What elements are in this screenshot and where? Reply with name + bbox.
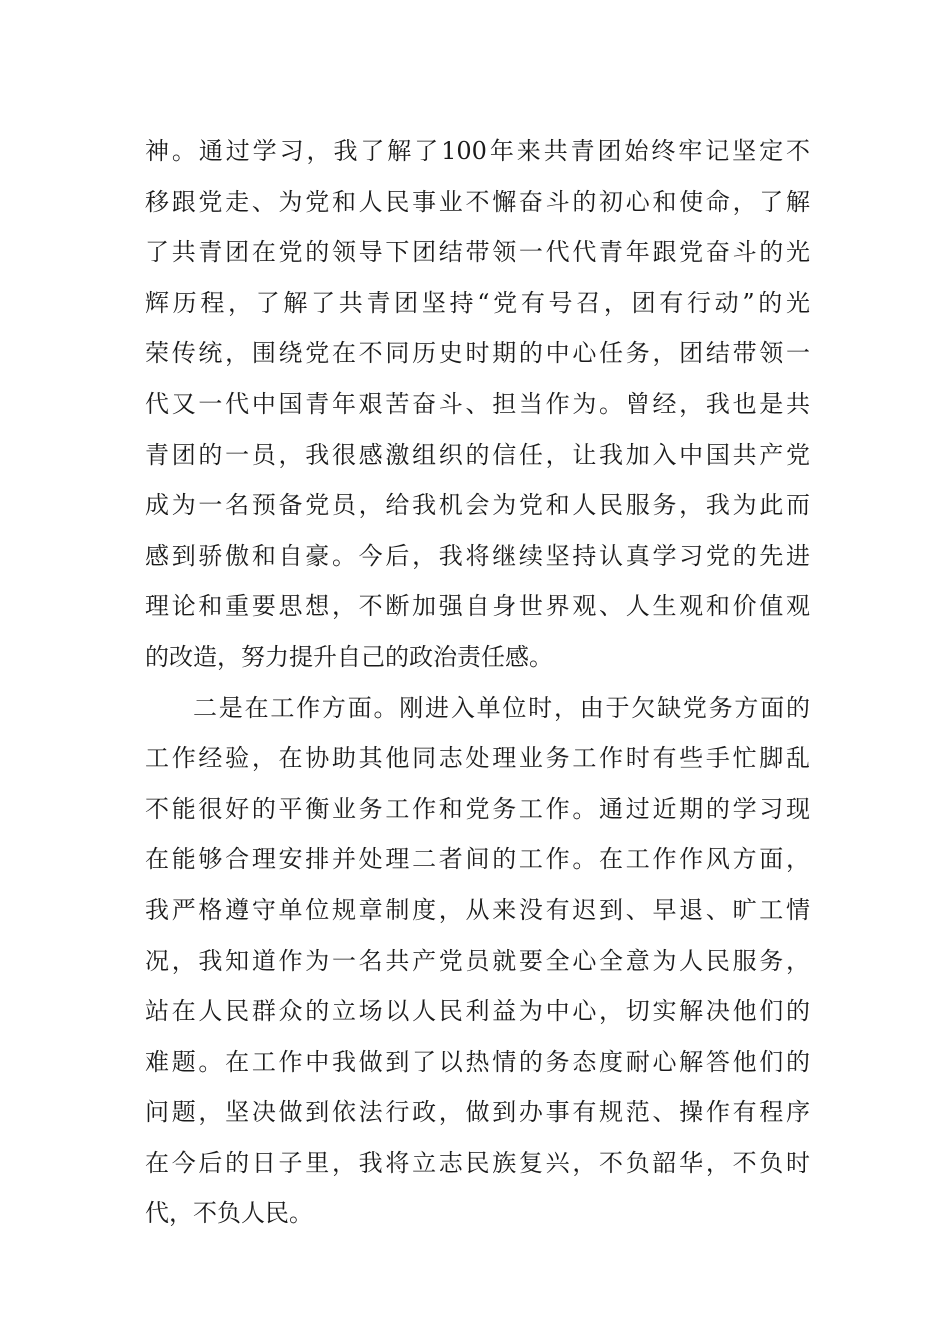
text-line: 移跟党走、为党和人民事业不懈奋斗的初心和使命，了解 <box>145 187 810 216</box>
text-line: 成为一名预备党员，给我机会为党和人民服务，我为此而 <box>145 491 810 520</box>
text-line: 感到骄傲和自豪。今后，我将继续坚持认真学习党的先进 <box>145 541 810 570</box>
text-line: 况，我知道作为一名共产党员就要全心全意为人民服务， <box>145 946 810 975</box>
text-line: 的改造，努力提升自己的政治责任感。 <box>145 642 553 671</box>
text-line: 代又一代中国青年艰苦奋斗、担当作为。曾经，我也是共 <box>145 389 810 418</box>
paragraph-2 <box>145 683 810 1240</box>
text-line: 不能很好的平衡业务工作和党务工作。通过近期的学习现 <box>145 794 810 823</box>
text-line: 荣传统，围绕党在不同历史时期的中心任务，团结带领一 <box>145 339 810 368</box>
text-line: 在今后的日子里，我将立志民族复兴，不负韶华，不负时 <box>145 1148 810 1177</box>
text-line: 代，不负人民。 <box>145 1199 313 1228</box>
text-line: 理论和重要思想，不断加强自身世界观、人生观和价值观 <box>145 592 810 621</box>
text-line: 二是在工作方面。刚进入单位时，由于欠缺党务方面的 <box>193 693 810 722</box>
text-line: 在能够合理安排并处理二者间的工作。在工作作风方面， <box>145 845 810 874</box>
text-line: 问题，坚决做到依法行政，做到办事有规范、操作有程序 <box>145 1098 810 1127</box>
text-line: 难题。在工作中我做到了以热情的务态度耐心解答他们的 <box>145 1047 810 1076</box>
text-line: 了共青团在党的领导下团结带领一代代青年跟党奋斗的光 <box>145 238 810 267</box>
text-line: 我严格遵守单位规章制度，从来没有迟到、早退、旷工情 <box>145 895 810 924</box>
text-line: 辉历程，了解了共青团坚持“党有号召，团有行动”的光 <box>145 288 810 317</box>
text-line: 站在人民群众的立场以人民利益为中心，切实解决他们的 <box>145 997 810 1026</box>
body-text <box>145 126 810 1239</box>
paragraph-1 <box>145 126 810 683</box>
text-line: 青团的一员，我很感激组织的信任，让我加入中国共产党 <box>145 440 810 469</box>
text-line: 神。通过学习，我了解了100年来共青团始终牢记坚定不 <box>145 137 810 165</box>
text-line: 工作经验，在协助其他同志处理业务工作时有些手忙脚乱 <box>145 744 810 773</box>
